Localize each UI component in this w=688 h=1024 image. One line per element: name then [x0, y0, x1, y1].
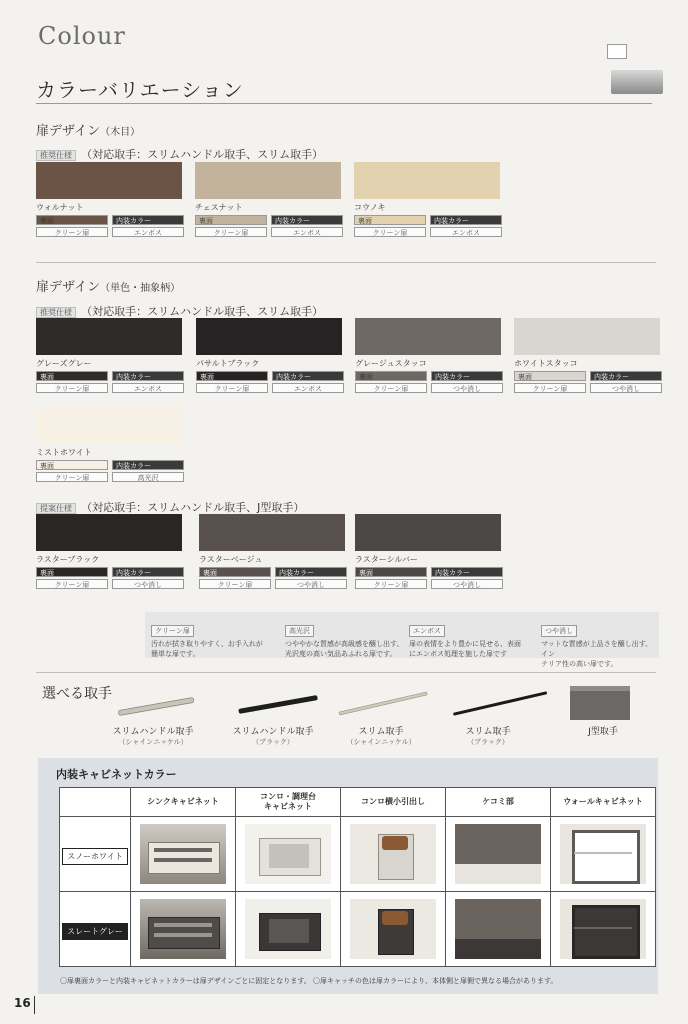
color-swatch-card [514, 318, 662, 393]
swatch-label-interior-value: 高光沢 [112, 472, 184, 482]
handle-slim-black-image [453, 691, 547, 716]
solid-section-title [36, 276, 180, 295]
swatch-name: ラスターシルバー [355, 555, 418, 564]
color-swatch [355, 514, 501, 551]
swatch-label-back: 裏面 [199, 567, 271, 577]
swatch-label-back: 裏面 [196, 371, 268, 381]
legend-line: 簡単な扉です。 [151, 650, 200, 658]
cell-sink-gray [131, 892, 236, 967]
stove-cabinet-photo [245, 824, 331, 884]
cell-kick-gray [446, 892, 551, 967]
swatch-label-interior-value: つや消し [112, 579, 184, 589]
column-header-line: コンロ・調理台 [260, 792, 316, 801]
swatch-label-back-value: クリーン扉 [354, 227, 426, 237]
swatch-label-back-value: クリーン扉 [514, 383, 586, 393]
legend-tag: 高光沢 [285, 625, 314, 637]
legend-line: マットな質感が上品さを醸し出す、イン [541, 640, 653, 658]
handle-slim-nickel [336, 724, 426, 747]
swatch-label-interior: 内装カラー [112, 460, 184, 470]
swatch-label-interior: 内装カラー [431, 371, 503, 381]
swatch-label-back-value: クリーン扉 [195, 227, 267, 237]
color-swatch [36, 318, 182, 355]
color-swatch-card [199, 514, 347, 589]
legend-desc [151, 639, 263, 659]
color-swatch [514, 318, 660, 355]
thumbnail-frame [607, 44, 627, 59]
color-swatch-card [36, 407, 184, 482]
color-swatch [36, 514, 182, 551]
swatch-label-back: 裏面 [195, 215, 267, 225]
legend-desc [409, 639, 521, 659]
cell-wall-white [551, 817, 656, 892]
sink-cabinet-photo [140, 824, 226, 884]
swatch-label-interior-value: エンボス [272, 383, 344, 393]
column-header [236, 788, 341, 817]
swatch-label-back-value: クリーン扉 [36, 472, 108, 482]
swatch-label-interior-value: エンボス [271, 227, 343, 237]
table-header-row [60, 788, 656, 817]
spec-text: （対応取手：スリムハンドル取手、J型取手） [81, 501, 305, 514]
swatch-label-interior-value: エンボス [112, 227, 184, 237]
finish-legend [145, 612, 659, 668]
legend-tag: つや消し [541, 625, 577, 637]
solid-section-sub: （単色・抽象柄） [100, 283, 181, 294]
swatch-name: ウォルナット [36, 203, 84, 212]
swatch-name: グレージュスタッコ [355, 359, 427, 368]
swatch-label-grid [36, 460, 184, 482]
swatch-label-interior: 内装カラー [431, 567, 503, 577]
swatch-name: コウノキ [354, 203, 386, 212]
color-swatch-card [195, 162, 343, 237]
swatch-label-back: 裏面 [36, 371, 108, 381]
handle-slim-handle-black [228, 724, 318, 747]
handle-j-type-image [570, 686, 630, 720]
title-divider [36, 103, 652, 104]
handle-name: スリムハンドル取手 [232, 727, 314, 737]
swatch-label-grid [36, 567, 184, 589]
swatch-name: パサルトブラック [196, 359, 260, 368]
legend-item [409, 618, 521, 659]
swatch-label-interior: 内装カラー [272, 371, 344, 381]
swatch-label-back: 裏面 [36, 215, 108, 225]
swatch-name: ホワイトスタッコ [514, 359, 578, 368]
sink-cabinet-photo [140, 899, 226, 959]
column-header: シンクキャビネット [131, 788, 236, 817]
swatch-name: ラスターブラック [36, 555, 100, 564]
handle-images [110, 684, 670, 724]
kick-panel-photo [455, 824, 541, 884]
swatch-label-back: 裏面 [354, 215, 426, 225]
swatch-label-back: 裏面 [355, 371, 427, 381]
swatch-label-interior: 内装カラー [112, 371, 184, 381]
swatch-label-back-value: クリーン扉 [36, 579, 108, 589]
swatch-label-grid [514, 371, 662, 393]
legend-line: テリア性の高い扉です。 [541, 660, 618, 668]
legend-line: 汚れが拭き取りやすく、お手入れが [151, 640, 263, 648]
section-heading: Colour [38, 22, 126, 50]
kick-panel-photo [455, 899, 541, 959]
row-label-cell [60, 892, 131, 967]
handle-sub: （シャインニッケル） [118, 738, 188, 746]
spec-tag: 推奨仕様 [36, 307, 76, 318]
color-swatch [36, 407, 182, 444]
solid-spec-row [36, 300, 323, 319]
legend-desc [541, 639, 659, 669]
drawer-photo [350, 899, 436, 959]
wood-spec-row [36, 143, 323, 162]
handle-name: スリム取手 [358, 727, 404, 737]
swatch-label-interior-value: つや消し [275, 579, 347, 589]
swatch-label-interior: 内装カラー [275, 567, 347, 577]
swatch-label-back: 裏面 [514, 371, 586, 381]
page-title: カラーバリエーション [36, 78, 244, 102]
swatch-label-back-value: クリーン扉 [355, 383, 427, 393]
legend-line: つややかな質感が高級感を醸し出す、 [285, 640, 404, 648]
spec-text: （対応取手：スリムハンドル取手、スリム取手） [81, 305, 324, 318]
swatch-label-grid [355, 371, 503, 393]
swatch-label-interior: 内装カラー [271, 215, 343, 225]
swatch-name: ミストホワイト [36, 448, 92, 457]
color-swatch [195, 162, 341, 199]
handle-name: スリムハンドル取手 [112, 727, 194, 737]
swatch-name: チェスナット [195, 203, 243, 212]
swatch-label-interior: 内装カラー [112, 215, 184, 225]
handles-title: 選べる取手 [42, 686, 112, 702]
cell-drawer-white [341, 817, 446, 892]
column-header: コンロ横小引出し [341, 788, 446, 817]
color-swatch [354, 162, 500, 199]
column-header: ウォールキャビネット [551, 788, 656, 817]
legend-line: 光沢度の高い気品あふれる扉です。 [285, 650, 397, 658]
swatch-label-grid [199, 567, 347, 589]
spec-text: （対応取手：スリムハンドル取手、スリム取手） [81, 148, 324, 161]
table-row [60, 892, 656, 967]
luster-spec-row [36, 496, 304, 515]
swatch-label-grid [196, 371, 344, 393]
cell-drawer-gray [341, 892, 446, 967]
swatch-label-back: 裏面 [355, 567, 427, 577]
handle-sub: （シャインニッケル） [346, 738, 416, 746]
color-swatch [36, 162, 182, 199]
section-divider [36, 672, 656, 673]
handle-name: スリム取手 [465, 727, 511, 737]
legend-desc [285, 639, 403, 659]
color-swatch-card [36, 318, 184, 393]
swatch-label-grid [355, 567, 503, 589]
swatch-label-grid [354, 215, 502, 237]
page-number-rule [34, 996, 35, 1014]
swatch-label-interior: 内装カラー [590, 371, 662, 381]
color-swatch-card [355, 514, 503, 589]
swatch-label-interior: 内装カラー [112, 567, 184, 577]
cell-sink-white [131, 817, 236, 892]
footnote: 〇扉裏面カラーと内装キャビネットカラーは扉デザインごとに固定となります。 〇扉キャッチの色は扉カラーにより、本体側と扉側で異なる場合があります。 [60, 977, 558, 985]
row-label: スレートグレー [62, 923, 128, 940]
solid-section-title-text: 扉デザイン [36, 280, 101, 295]
drawer-photo [350, 824, 436, 884]
color-swatch-card [354, 162, 502, 237]
spec-tag: 提案仕様 [36, 503, 76, 514]
table-row [60, 817, 656, 892]
swatch-label-grid [195, 215, 343, 237]
section-divider [36, 262, 656, 263]
color-swatch [355, 318, 501, 355]
swatch-label-interior-value: エンボス [430, 227, 502, 237]
handle-slim-handle-nickel-image [118, 697, 194, 715]
legend-line: 扉の表情をより豊かに見せる、表面 [409, 640, 521, 648]
cell-wall-gray [551, 892, 656, 967]
handle-slim-black [448, 724, 528, 747]
row-label-cell [60, 817, 131, 892]
handle-j-type [568, 724, 638, 737]
legend-item [541, 618, 659, 669]
spec-tag: 推奨仕様 [36, 150, 76, 161]
wood-section-title [36, 120, 140, 139]
color-swatch-card [36, 514, 184, 589]
handle-sub: （ブラック） [252, 738, 294, 746]
swatch-label-back-value: クリーン扉 [199, 579, 271, 589]
kitchen-thumbnail-image [611, 70, 663, 94]
swatch-label-interior: 内装カラー [430, 215, 502, 225]
legend-line: にエンボス処理を施した扉です [409, 650, 507, 658]
stove-cabinet-photo [245, 899, 331, 959]
swatch-label-interior-value: つや消し [431, 383, 503, 393]
swatch-label-back-value: クリーン扉 [196, 383, 268, 393]
color-swatch-card [36, 162, 184, 237]
swatch-label-interior-value: エンボス [112, 383, 184, 393]
swatch-label-back-value: クリーン扉 [355, 579, 427, 589]
cell-stove-white [236, 817, 341, 892]
cell-stove-gray [236, 892, 341, 967]
color-swatch [196, 318, 342, 355]
swatch-label-back: 裏面 [36, 567, 108, 577]
handle-slim-nickel-image [339, 692, 427, 715]
swatch-label-back: 裏面 [36, 460, 108, 470]
legend-item [151, 618, 263, 659]
wood-section-sub: （木目） [100, 127, 141, 138]
wall-cabinet-photo [560, 899, 646, 959]
legend-tag: エンボス [409, 625, 445, 637]
cabinet-title: 内装キャビネットカラー [56, 768, 177, 781]
legend-item [285, 618, 403, 659]
swatch-name: ラスターベージュ [199, 555, 263, 564]
handle-sub: （ブラック） [467, 738, 509, 746]
swatch-label-grid [36, 371, 184, 393]
column-header-line: キャビネット [264, 802, 312, 811]
table-corner [60, 788, 131, 817]
wood-section-title-text: 扉デザイン [36, 124, 101, 139]
color-swatch-card [196, 318, 344, 393]
handle-slim-handle-nickel [108, 724, 198, 747]
swatch-label-grid [36, 215, 184, 237]
swatch-label-back-value: クリーン扉 [36, 227, 108, 237]
swatch-label-interior-value: つや消し [590, 383, 662, 393]
row-label: スノーホワイト [62, 848, 128, 865]
page-number: 16 [14, 996, 31, 1010]
swatch-name: グレーズグレー [36, 359, 92, 368]
color-swatch-card [355, 318, 503, 393]
wall-cabinet-photo [560, 824, 646, 884]
cabinet-color-table [59, 787, 656, 967]
handle-name: J型取手 [588, 727, 618, 737]
column-header: ケコミ部 [446, 788, 551, 817]
cell-kick-white [446, 817, 551, 892]
handle-slim-handle-black-image [238, 695, 318, 714]
legend-tag: クリーン扉 [151, 625, 194, 637]
color-swatch [199, 514, 345, 551]
swatch-label-interior-value: つや消し [431, 579, 503, 589]
swatch-label-back-value: クリーン扉 [36, 383, 108, 393]
